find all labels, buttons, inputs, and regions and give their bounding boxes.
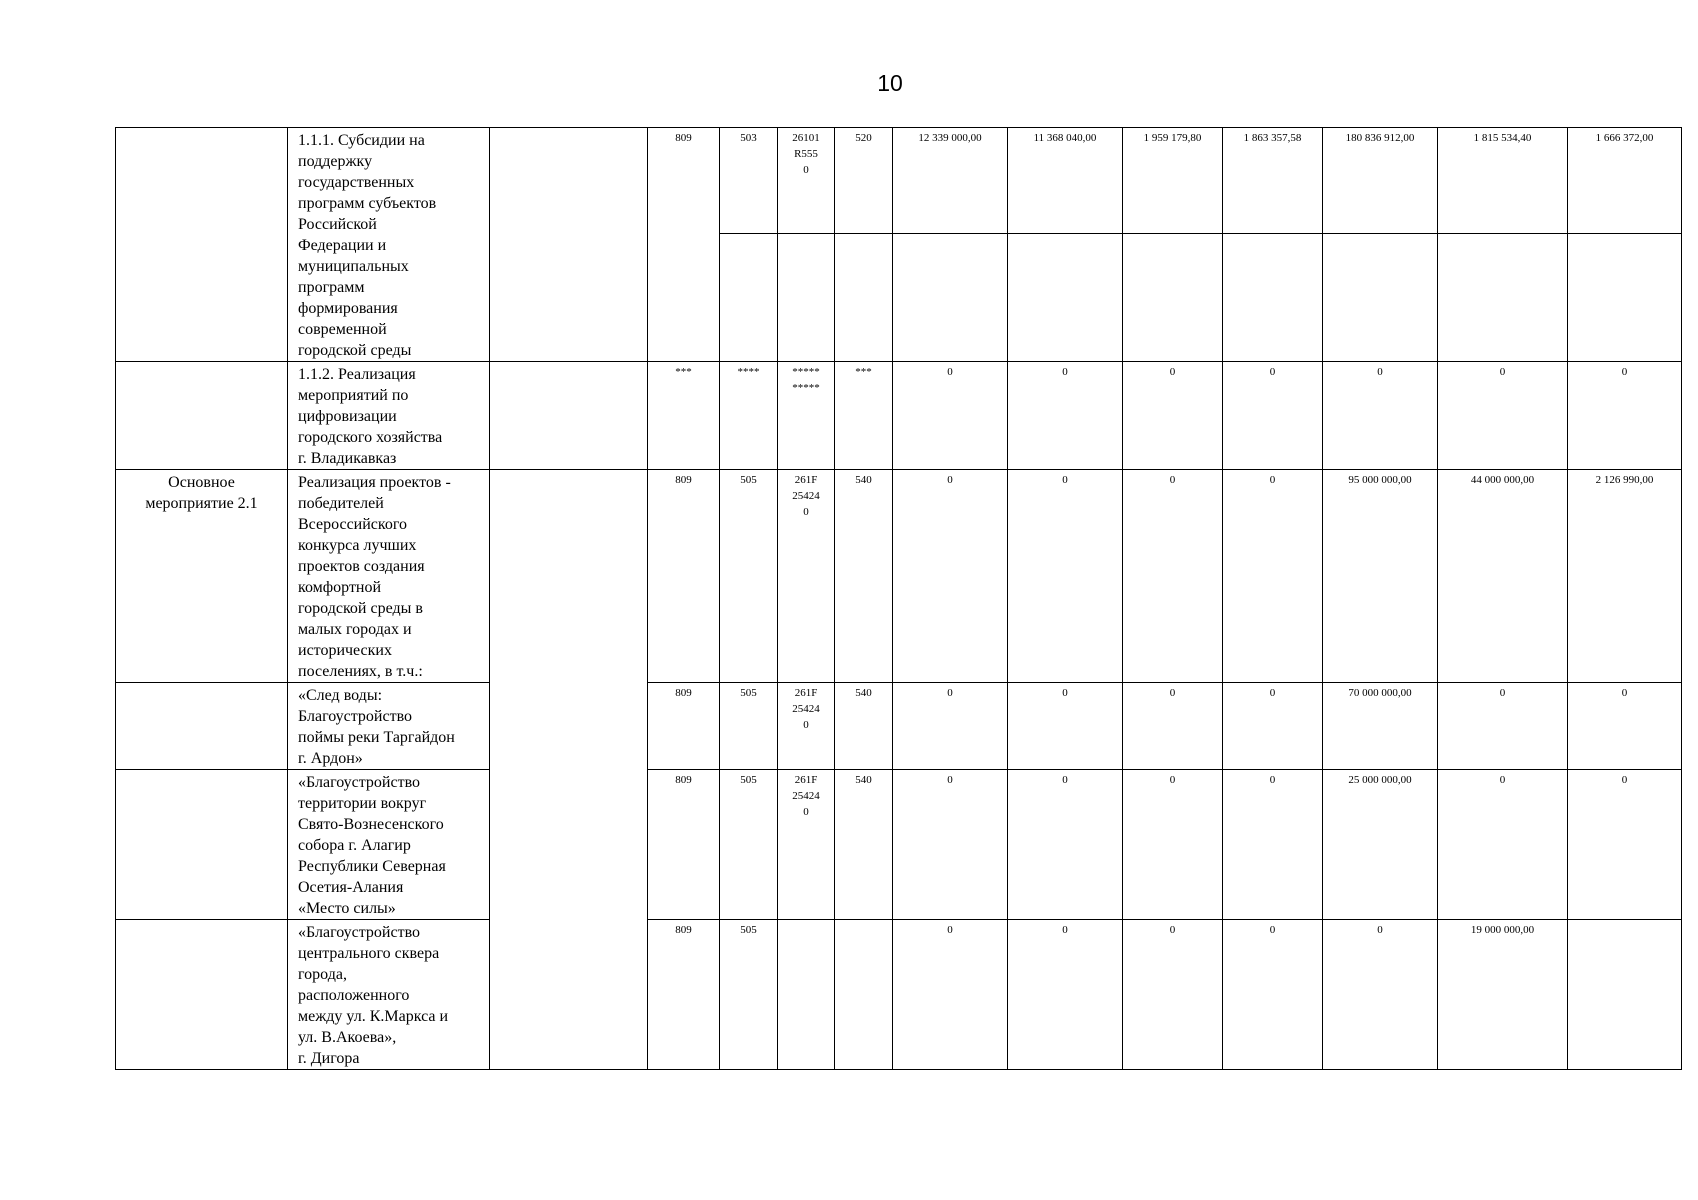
empty-cell — [835, 234, 893, 362]
description-cell: «Благоустройство территории вокруг Свято-Вознесенского собора г. Алагир Республики Северная Осетия-Алания «Место силы» — [288, 770, 490, 920]
value-cell: 0 — [1438, 362, 1568, 470]
description-cell: 1.1.2. Реализация мероприятий по цифровизации городского хозяйства г. Владикавказ — [288, 362, 490, 470]
table-row — [116, 128, 1682, 234]
name-cell: Основное мероприятие 2.1 — [116, 470, 288, 683]
description-cell: Реализация проектов - победителей Всероссийского конкурса лучших проектов создания комфортной городской среды в малых городах и исторических поселениях, в т.ч.: — [288, 470, 490, 683]
csr-cell: 261F 25424 0 — [778, 770, 835, 920]
description-cell: «След воды: Благоустройство поймы реки Таргайдон г. Ардон» — [288, 683, 490, 770]
value-cell: 0 — [1123, 770, 1223, 920]
empty-cell — [1123, 234, 1223, 362]
value-cell: 0 — [893, 470, 1008, 683]
grbs-cell: 809 — [648, 470, 720, 683]
value-cell: 19 000 000,00 — [1438, 920, 1568, 1070]
value-cell: 0 — [893, 683, 1008, 770]
csr-cell: 26101 R555 0 — [778, 128, 835, 234]
value-cell: 12 339 000,00 — [893, 128, 1008, 234]
grbs-cell: 809 — [648, 770, 720, 920]
empty-cell — [1323, 234, 1438, 362]
empty-cell — [893, 234, 1008, 362]
empty-cell — [490, 362, 648, 470]
value-cell: 0 — [893, 770, 1008, 920]
empty-cell — [490, 128, 648, 362]
value-cell: 1 815 534,40 — [1438, 128, 1568, 234]
value-cell: 0 — [893, 920, 1008, 1070]
value-cell: 25 000 000,00 — [1323, 770, 1438, 920]
value-cell: 0 — [1568, 770, 1682, 920]
table-row — [116, 470, 1682, 683]
name-cell — [116, 683, 288, 770]
page-number: 10 — [877, 70, 903, 96]
csr-cell: 261F 25424 0 — [778, 683, 835, 770]
vr-cell: 540 — [835, 683, 893, 770]
grbs-cell: 809 — [648, 683, 720, 770]
vr-cell: *** — [835, 362, 893, 470]
value-cell: 0 — [1568, 683, 1682, 770]
grbs-cell: 809 — [648, 128, 720, 362]
value-cell: 70 000 000,00 — [1323, 683, 1438, 770]
value-cell: 0 — [1223, 920, 1323, 1070]
value-cell: 0 — [1323, 920, 1438, 1070]
rzpr-cell: 505 — [720, 470, 778, 683]
budget-table — [115, 127, 1682, 1070]
table-row — [116, 920, 1682, 1070]
value-cell: 0 — [1438, 683, 1568, 770]
value-cell — [1568, 920, 1682, 1070]
empty-cell — [490, 470, 648, 1070]
value-cell: 0 — [1438, 770, 1568, 920]
empty-cell — [1223, 234, 1323, 362]
rzpr-cell: 503 — [720, 128, 778, 234]
empty-cell — [1008, 234, 1123, 362]
value-cell: 0 — [1008, 683, 1123, 770]
rzpr-cell: 505 — [720, 770, 778, 920]
rzpr-cell: 505 — [720, 920, 778, 1070]
name-cell — [116, 128, 288, 362]
name-cell — [116, 362, 288, 470]
grbs-cell: 809 — [648, 920, 720, 1070]
value-cell: 0 — [1123, 362, 1223, 470]
grbs-cell: *** — [648, 362, 720, 470]
value-cell: 95 000 000,00 — [1323, 470, 1438, 683]
value-cell: 0 — [1223, 362, 1323, 470]
csr-cell: ***** ***** — [778, 362, 835, 470]
vr-cell: 520 — [835, 128, 893, 234]
description-cell: 1.1.1. Субсидии на поддержку государственных программ субъектов Российской Федерации и муниципальных программ формирования современной городской среды — [288, 128, 490, 362]
value-cell: 0 — [1223, 770, 1323, 920]
value-cell: 1 666 372,00 — [1568, 128, 1682, 234]
value-cell: 1 959 179,80 — [1123, 128, 1223, 234]
table-row — [116, 362, 1682, 470]
empty-cell — [1568, 234, 1682, 362]
value-cell: 0 — [1568, 362, 1682, 470]
table-row — [116, 770, 1682, 920]
value-cell: 0 — [1008, 470, 1123, 683]
rzpr-cell: 505 — [720, 683, 778, 770]
vr-cell: 540 — [835, 470, 893, 683]
value-cell: 0 — [1123, 470, 1223, 683]
table-row — [116, 683, 1682, 770]
name-cell — [116, 920, 288, 1070]
name-cell — [116, 770, 288, 920]
value-cell: 1 863 357,58 — [1223, 128, 1323, 234]
vr-cell — [835, 920, 893, 1070]
empty-cell — [1438, 234, 1568, 362]
value-cell: 0 — [1123, 683, 1223, 770]
empty-cell — [778, 234, 835, 362]
description-cell: «Благоустройство центрального сквера города, расположенного между ул. К.Маркса и ул. В.Акоева», г. Дигора — [288, 920, 490, 1070]
rzpr-cell: **** — [720, 362, 778, 470]
value-cell: 11 368 040,00 — [1008, 128, 1123, 234]
csr-cell — [778, 920, 835, 1070]
value-cell: 0 — [1223, 470, 1323, 683]
csr-cell: 261F 25424 0 — [778, 470, 835, 683]
empty-cell — [720, 234, 778, 362]
value-cell: 0 — [1123, 920, 1223, 1070]
value-cell: 0 — [1323, 362, 1438, 470]
value-cell: 0 — [1008, 920, 1123, 1070]
value-cell: 2 126 990,00 — [1568, 470, 1682, 683]
value-cell: 0 — [1008, 362, 1123, 470]
value-cell: 0 — [893, 362, 1008, 470]
vr-cell: 540 — [835, 770, 893, 920]
value-cell: 0 — [1223, 683, 1323, 770]
value-cell: 0 — [1008, 770, 1123, 920]
value-cell: 180 836 912,00 — [1323, 128, 1438, 234]
value-cell: 44 000 000,00 — [1438, 470, 1568, 683]
